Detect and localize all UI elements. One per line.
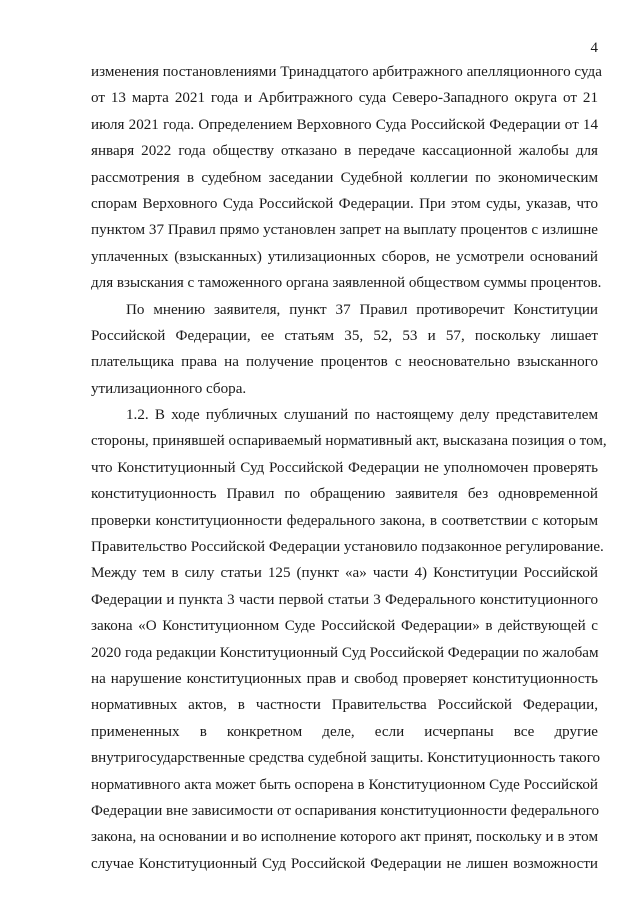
text-line: января 2022 года обществу отказано в передаче кассационной жалобы для [91,143,598,160]
text-line: плательщика права на получение процентов с неосновательно взысканного [91,354,598,371]
text-line: пунктом 37 Правил прямо установлен запрет на выплату процентов с излишне [91,222,598,239]
text-line: от 13 марта 2021 года и Арбитражного суда Северо-Западного округа от 21 [91,90,598,107]
text-line: внутригосударственные средства судебной защиты. Конституционность такого [91,750,601,767]
text-line: примененных в конкретном деле, если исчерпаны все другие [91,723,598,740]
text-line: По мнению заявителя, пункт 37 Правил противоречит Конституции [126,301,598,318]
text-line: закона «О Конституционном Суде Российской Федерации» в действующей с [91,618,598,635]
text-line: Федерации и пункта 3 части первой статьи 3 Федерального конституционного [91,591,598,608]
text-line: рассмотрения в судебном заседании Судебной коллегии по экономическим [91,169,598,186]
text-line: 2020 года редакции Конституционный Суд Российской Федерации по жалобам [91,644,599,661]
text-line: нормативных актов, в частности Правительства Российской Федерации, [91,697,598,714]
document-body [91,59,607,877]
text-line: уплаченных (взысканных) утилизационных сборов, не усмотрели оснований [91,248,598,265]
text-line: стороны, принявшей оспариваемый нормативный акт, высказана позиция о том, [91,433,607,450]
text-line: случае Конституционный Суд Российской Федерации не лишен возможности [91,855,598,872]
text-line: закона, на основании и во исполнение которого акт принят, поскольку и в этом [91,829,598,846]
text-line: проверки конституционности федерального закона, в соответствии с которым [91,512,598,529]
text-line: Правительство Российской Федерации установило подзаконное регулирование. [91,539,604,556]
text-line: Российской Федерации, ее статьям 35, 52, 53 и 57, поскольку лишает [91,327,598,344]
text-line: Федерации вне зависимости от оспаривания конституционности федерального [91,802,600,819]
text-line: спорам Верховного Суда Российской Федерации. При этом суды, указав, что [91,195,598,212]
text-line: на нарушение конституционных прав и свобод проверяет конституционность [91,670,598,687]
text-line: что Конституционный Суд Российской Федерации не уполномочен проверять [91,459,598,476]
text-line: июля 2021 года. Определением Верховного Суда Российской Федерации от 14 [91,116,598,133]
text-line: для взыскания с таможенного органа заявленной обществом суммы процентов. [91,275,602,292]
text-line: 1.2. В ходе публичных слушаний по настоящему делу представителем [126,407,598,424]
text-line: Между тем в силу статьи 125 (пункт «а» части 4) Конституции Российской [91,565,598,582]
text-line: конституционность Правил по обращению заявителя без одновременной [91,486,598,503]
text-line: утилизационного сбора. [91,380,247,397]
page-number: 4 [590,40,598,56]
text-line: нормативного акта может быть оспорена в Конституционном Суде Российской [91,776,598,793]
text-line: изменения постановлениями Тринадцатого арбитражного апелляционного суда [91,64,602,80]
